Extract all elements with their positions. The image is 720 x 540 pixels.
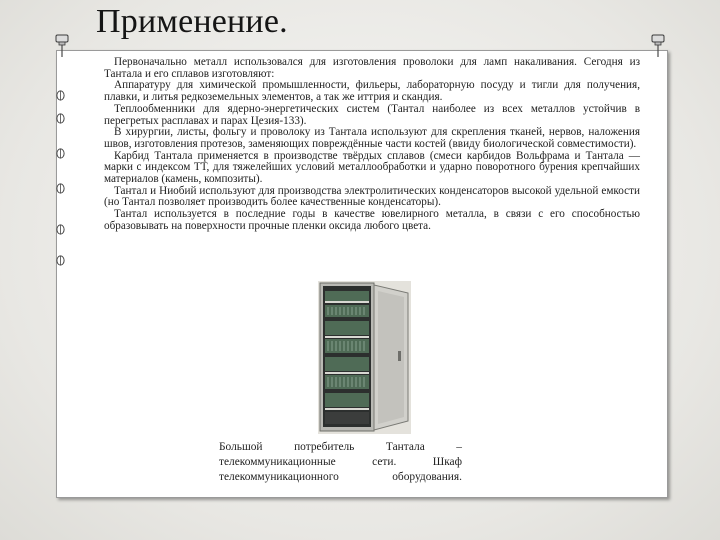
bullet-icon <box>56 148 65 159</box>
telecom-cabinet-photo <box>318 281 411 434</box>
bullet-icon <box>56 113 65 124</box>
bullet-icon <box>56 183 65 194</box>
pushpin-icon <box>648 33 668 59</box>
bullet-icon <box>56 255 65 266</box>
bullet-icon <box>56 90 65 101</box>
bullet-icon <box>56 224 65 235</box>
pushpin-icon <box>52 33 72 59</box>
photo-caption <box>219 440 462 485</box>
list-item: Тантал используется в последние годы в качестве ювелирного металла, в связи с его способностью образовывать на поверхности прочные пленки оксида любого цвета. <box>104 208 640 232</box>
list-item: Тантал и Ниобий используют для производства электролитических конденсаторов высокой удельной емкости (но Тантал позволяет производить более качественные конденсаторы). <box>104 184 640 209</box>
list-item: Аппаратуру для химической промышленности, фильеры, лабораторную посуду и тигли для получения, плавки, и литья редкоземельных элементов, а так же иттрия и скандия. <box>104 79 640 104</box>
caption-line: телекоммуникационные сети. Шкаф <box>219 456 462 468</box>
list-item: Теплообменники для ядерно-энергетических систем (Тантал наиболее из всех металлов устойчив в перегретых расплавах и парах Цезия-133). <box>104 102 640 127</box>
slide-title: Применение. <box>96 3 288 40</box>
intro-paragraph: Первоначально металл использовался для изготовления проволоки для ламп накаливания. Сегодня из Тантала и его сплавов изготовляют: <box>104 56 640 80</box>
caption-line: телекоммуникационного оборудования. <box>219 471 462 483</box>
caption-line: Большой потребитель Тантала – <box>219 441 462 453</box>
list-item: Карбид Тантала применяется в производстве твёрдых сплавов (смеси карбидов Вольфрама и Тантала — марки с индексом ТТ, для тяжелейших условий металлообработки и ударно поворотного бурения крепчайших материалов (камень, композиты). <box>104 149 640 186</box>
body-text <box>104 57 640 233</box>
list-item: В хирургии, листы, фольгу и проволоку из Тантала используют для скрепления тканей, нервов, наложения швов, изготовления протезов, заменяющих повреждённые части костей (ввиду биологической совместимости). <box>104 126 640 150</box>
